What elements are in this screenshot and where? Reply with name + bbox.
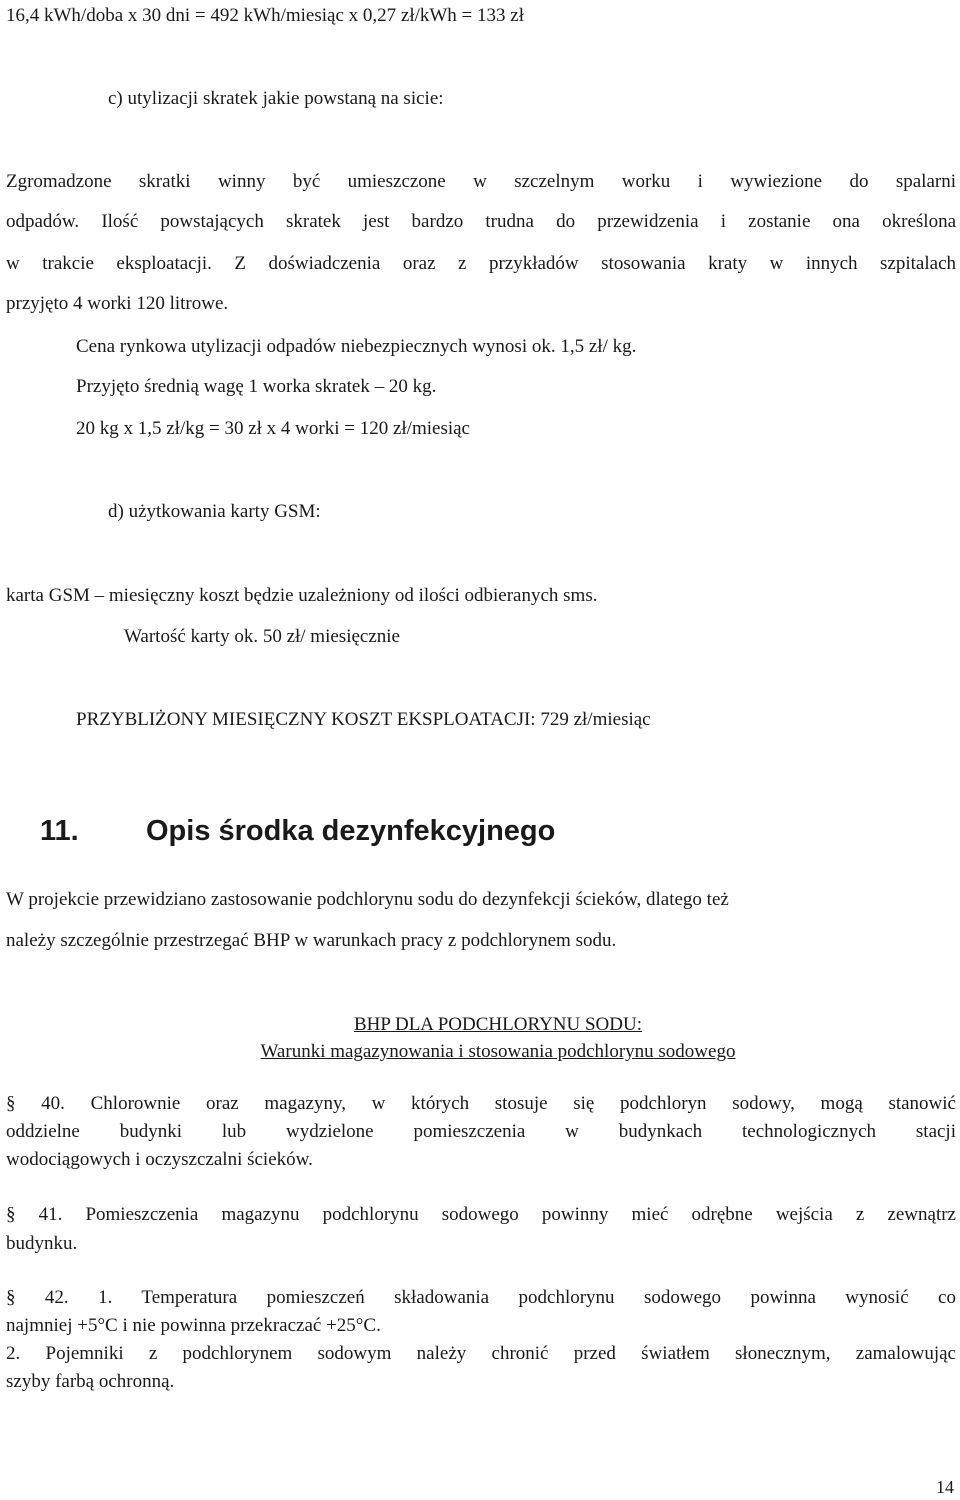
text-line: odpadów. Ilość powstających skratek jest bardzo trudna do przewidzenia i zostanie ona określona bbox=[6, 211, 956, 232]
item-d-heading: d) użytkowania karty GSM: bbox=[108, 501, 321, 522]
text-line: w trakcie eksploatacji. Z doświadczenia oraz z przykładów stosowania kraty w innych szpitalach bbox=[6, 253, 956, 274]
text-line: Zgromadzone skratki winny być umieszczone w szczelnym worku i wywiezione do spalarni bbox=[6, 171, 956, 192]
paragraph-42-line: najmniej +5°C i nie powinna przekraczać +25°C. bbox=[6, 1315, 381, 1336]
intro-line: należy szczególnie przestrzegać BHP w warunkach pracy z podchlorynem sodu. bbox=[6, 930, 617, 951]
paragraph-41-line: budynku. bbox=[6, 1233, 78, 1254]
text-line: Cena rynkowa utylizacji odpadów niebezpiecznych wynosi ok. 1,5 zł/ kg. bbox=[76, 336, 637, 357]
text-line: Wartość karty ok. 50 zł/ miesięcznie bbox=[124, 626, 400, 647]
cost-energy-line: 16,4 kWh/doba x 30 dni = 492 kWh/miesiąc x 0,27 zł/kWh = 133 zł bbox=[6, 5, 524, 26]
paragraph-40-line: § 40. Chlorownie oraz magazyny, w których stosuje się podchloryn sodowy, mogą stanowić bbox=[6, 1093, 956, 1114]
paragraph-40-line: oddzielne budynki lub wydzielone pomieszczenia w budynkach technologicznych stacji bbox=[6, 1121, 956, 1142]
cost-waste-line: 20 kg x 1,5 zł/kg = 30 zł x 4 worki = 120 zł/miesiąc bbox=[76, 418, 470, 439]
item-c-heading: c) utylizacji skratek jakie powstaną na sicie: bbox=[108, 88, 444, 109]
paragraph-40-line: wodociągowych i oczyszczalni ścieków. bbox=[6, 1149, 313, 1170]
text-line: przyjęto 4 worki 120 litrowe. bbox=[6, 293, 229, 314]
text-line: karta GSM – miesięczny koszt będzie uzależniony od ilości odbieranych sms. bbox=[6, 585, 598, 606]
section-number: 11. bbox=[40, 815, 79, 847]
text-line: Przyjęto średnią wagę 1 worka skratek – 20 kg. bbox=[76, 376, 437, 397]
paragraph-42-line: § 42. 1. Temperatura pomieszczeń składowania podchlorynu sodowego powinna wynosić co bbox=[6, 1287, 956, 1308]
paragraph-42-line: 2. Pojemniki z podchlorynem sodowym należy chronić przed światłem słonecznym, zamalowując bbox=[6, 1343, 956, 1364]
section-heading bbox=[40, 814, 555, 848]
paragraph-42-line: szyby farbą ochronną. bbox=[6, 1371, 175, 1392]
bhp-subtitle: Warunki magazynowania i stosowania podchlorynu sodowego bbox=[260, 1041, 736, 1062]
paragraph-41-line: § 41. Pomieszczenia magazynu podchlorynu sodowego powinny mieć odrębne wejścia z zewnątrz bbox=[6, 1204, 956, 1225]
page-number: 14 bbox=[936, 1477, 954, 1497]
bhp-title: BHP DLA PODCHLORYNU SODU: bbox=[353, 1014, 643, 1035]
intro-line: W projekcie przewidziano zastosowanie podchlorynu sodu do dezynfekcji ścieków, dlatego też bbox=[6, 889, 729, 910]
section-title: Opis środka dezynfekcyjnego bbox=[146, 815, 556, 847]
total-cost-line: PRZYBLIŻONY MIESIĘCZNY KOSZT EKSPLOATACJI: 729 zł/miesiąc bbox=[76, 709, 651, 730]
